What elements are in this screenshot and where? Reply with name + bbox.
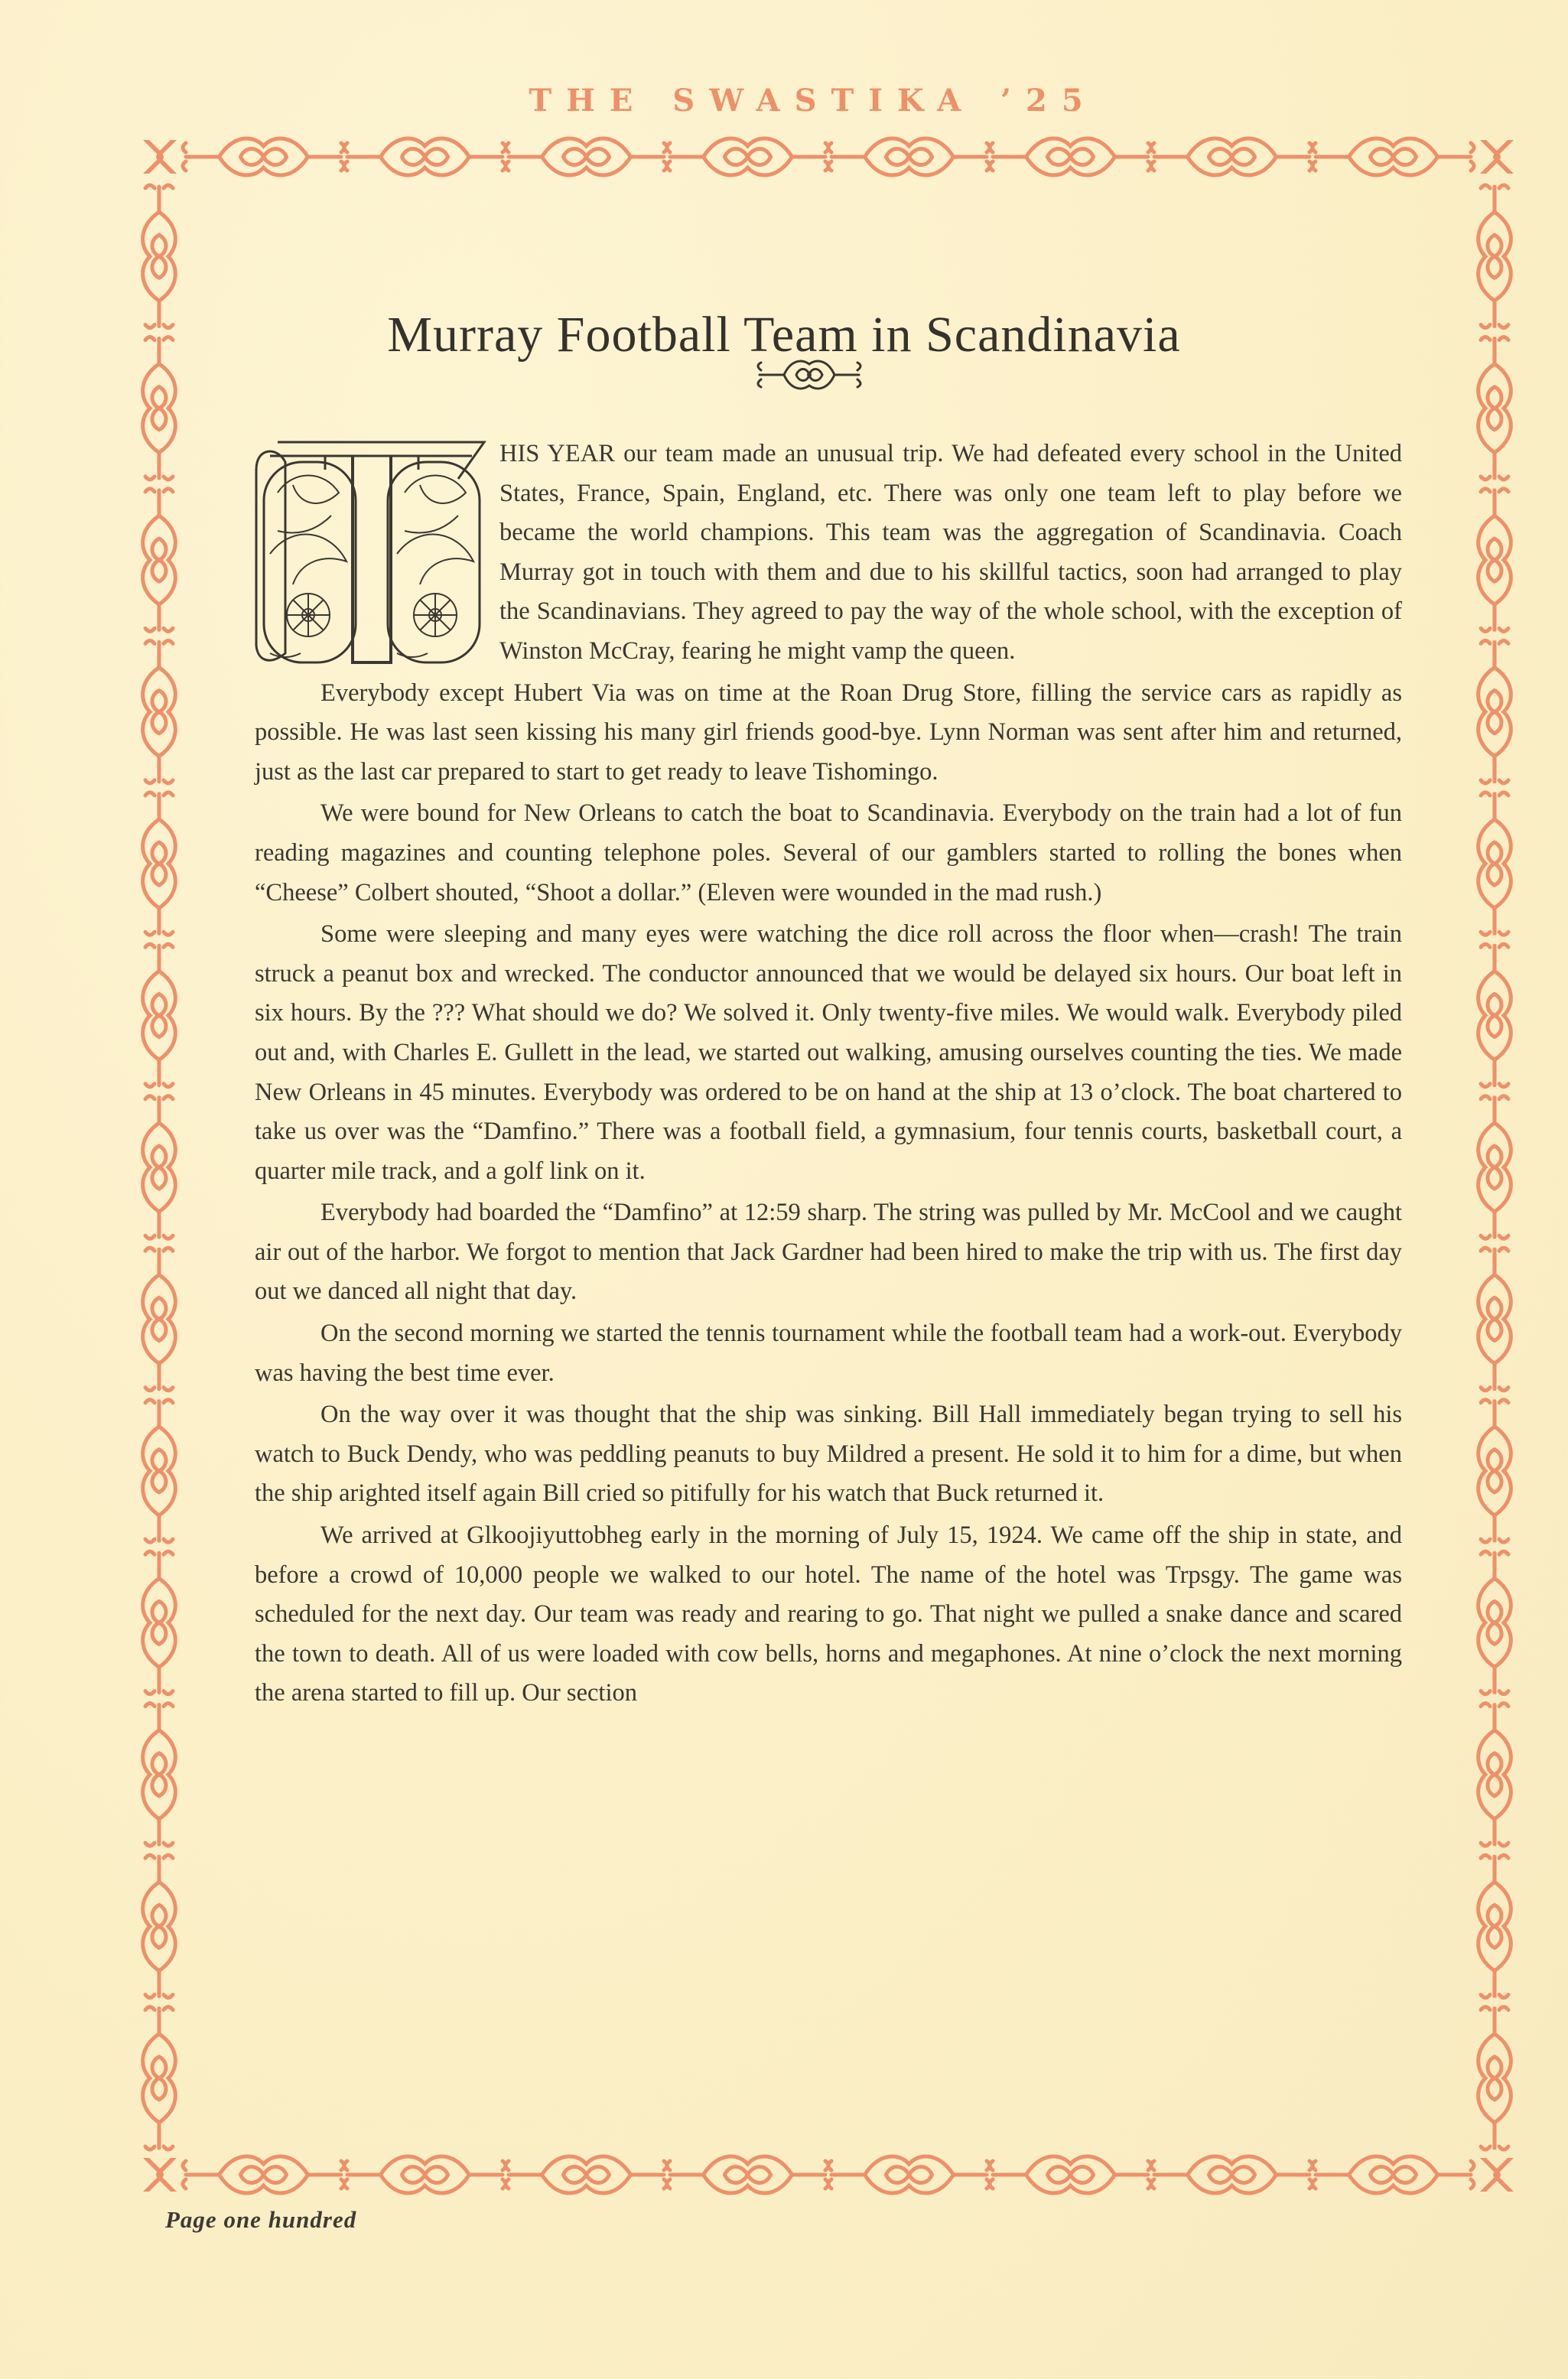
paragraph: HIS YEAR our team made an unusual trip. We had defeated every school in the United States, France, Spain, England, etc. There was only one team left to play before we became the world champions. This team was the aggregation of Scandinavia. Coach Murray got in touch with them and due to his skillful tactics, soon had arranged to play the Scandinavians. They agreed to pay the way of the whole school, with the exception of Winston McCray, fearing he might vamp the queen. — [499, 440, 1402, 665]
paragraph: On the second morning we started the tennis tournament while the football team had a work-out. Everybody was having the best time ever. — [255, 1320, 1402, 1387]
paragraph: Everybody except Hubert Via was on time at the Roan Drug Store, filling the service cars as rapidly as possible. He was last seen kissing his many girl friends good-bye. Lynn Norman was sent after him and returned, just as the last car prepared to start to get ready to leave Tishomingo. — [255, 679, 1402, 786]
paragraph: On the way over it was thought that the ship was sinking. Bill Hall immediately began trying to sell his watch to Buck Dendy, who was peddling peanuts to buy Mildred a present. He sold it to him for a dime, but when the ship arighted itself again Bill cried so pitifully for his watch that Buck returned it. — [255, 1401, 1402, 1508]
paragraph: Everybody had boarded the “Damfino” at 12:59 sharp. The string was pulled by Mr. McCool and we caught air out of the harbor. We forgot to mention that Jack Gardner had been hired to make the trip with us. The first day out we danced all night that day. — [255, 1199, 1402, 1306]
running-head: THE SWASTIKA ’25 — [529, 83, 1098, 119]
article-title: Murray Football Team in Scandinavia — [387, 307, 1181, 363]
paragraph: We were bound for New Orleans to catch the boat to Scandinavia. Everybody on the train had a lot of fun reading magazines and counting telephone poles. Several of our gamblers started to rolling the bones when “Cheese” Colbert shouted, “Shoot a dollar.” (Eleven were wounded in the mad rush.) — [255, 799, 1402, 906]
border-left-ornament-icon — [138, 181, 180, 2154]
page-number: Page one hundred — [165, 2206, 357, 2233]
fleuron-icon — [753, 353, 865, 396]
article-body — [255, 434, 1402, 1713]
paragraph: We arrived at Glkoojiyuttobheg early in the morning of July 15, 1924. We came off the ship in state, and before a crowd of 10,000 people we walked to our hotel. The name of the hotel was Trpsgy. The game was scheduled for the next day. Our team was ready and rearing to go. That night we pulled a snake dance and scared the town to death. All of us were loaded with cow bells, horns and megaphones. At nine o’clock the next morning the arena started to fill up. Our section — [255, 1521, 1402, 1707]
illuminated-initial-t-icon — [255, 439, 489, 670]
border-top-ornament-icon — [140, 130, 1517, 184]
paragraph: Some were sleeping and many eyes were watching the dice roll across the floor when—crash! The train struck a peanut box and wrecked. The conductor announced that we would be delayed six hours. Our boat left in six hours. By the ??? What should we do? We solved it. Only twenty-five miles. We would walk. Everybody piled out and, with Charles E. Gullett in the lead, we started out walking, amusing ourselves counting the ties. We made New Orleans in 45 minutes. Everybody was ordered to be on hand at the ship at 13 o’clock. The boat chartered to take us over was the “Damfino.” There was a football field, a gymnasium, four tennis courts, basketball court, a quarter mile track, and a golf link on it. — [255, 920, 1402, 1185]
border-right-ornament-icon — [1474, 181, 1515, 2154]
border-bottom-ornament-icon — [140, 2151, 1517, 2198]
